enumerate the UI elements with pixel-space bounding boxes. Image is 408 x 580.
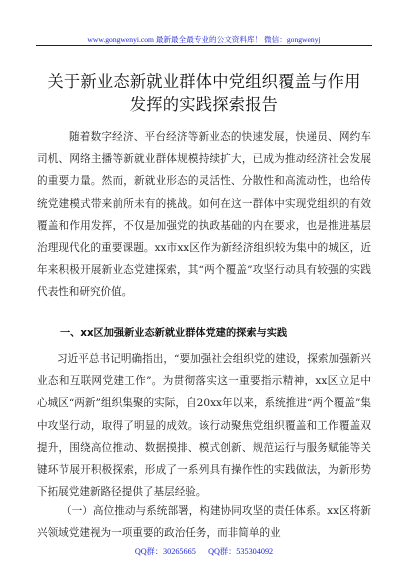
- subsection-paragraph: （一）高位推动与系统部署，构建协同攻坚的责任体系。xx区将新兴领域党建视为一项重要的政治任务，而非简单的业: [37, 505, 371, 540]
- header-banner: www.gongwenyi.com 最新最全最专业的公文资料库！ 微信：gongwenyj: [87, 35, 321, 44]
- section-paragraph: 习近平总书记明确指出，“要加强社会组织党的建设，探索加强新兴业态和互联网党建工作”。为贯彻落实这一重要指示精神，xx区立足中心城区“两新”组织集聚的实际，自20xx年以来，系统推进“两个覆盖”集中攻坚行动，取得了明显的成效。该行动聚焦党组织覆盖和工作覆盖双提升，围绕高位推动、数据摸排、模式创新、规范运行与服务赋能等关键环节展开积极探索，形成了一系列具有操作性的实践做法，为新形势下拓展党建新路径提供了基层经验。: [37, 353, 371, 499]
- header-divider: [36, 45, 372, 46]
- intro-paragraph: 随着数字经济、平台经济等新业态的快速发展，快递员、网约车司机、网络主播等新就业群体规模持续扩大，已成为推动经济社会发展的重要力量。然而，新就业形态的灵活性、分散性和高流动性，也给传统党建模式带来前所未有的挑战。如何在这一群体中实现党组织的有效覆盖和作用发挥，不仅是加强党的执政基础的内在要求，也是推进基层治理现代化的重要课题。xx市xx区作为新经济组织较为集中的城区，近年来积极开展新业态党建探索，其“两个覆盖”攻坚行动具有较强的实践代表性和研究价值。: [37, 131, 371, 299]
- document-title: 关于新业态新就业群体中党组织覆盖与作用发挥的实践探索报告: [47, 72, 361, 114]
- section-heading: 一、xx区加强新业态新就业群体党建的探索与实践: [60, 328, 288, 339]
- footer-contact: QQ群：30265665 QQ群：535304092: [134, 547, 274, 556]
